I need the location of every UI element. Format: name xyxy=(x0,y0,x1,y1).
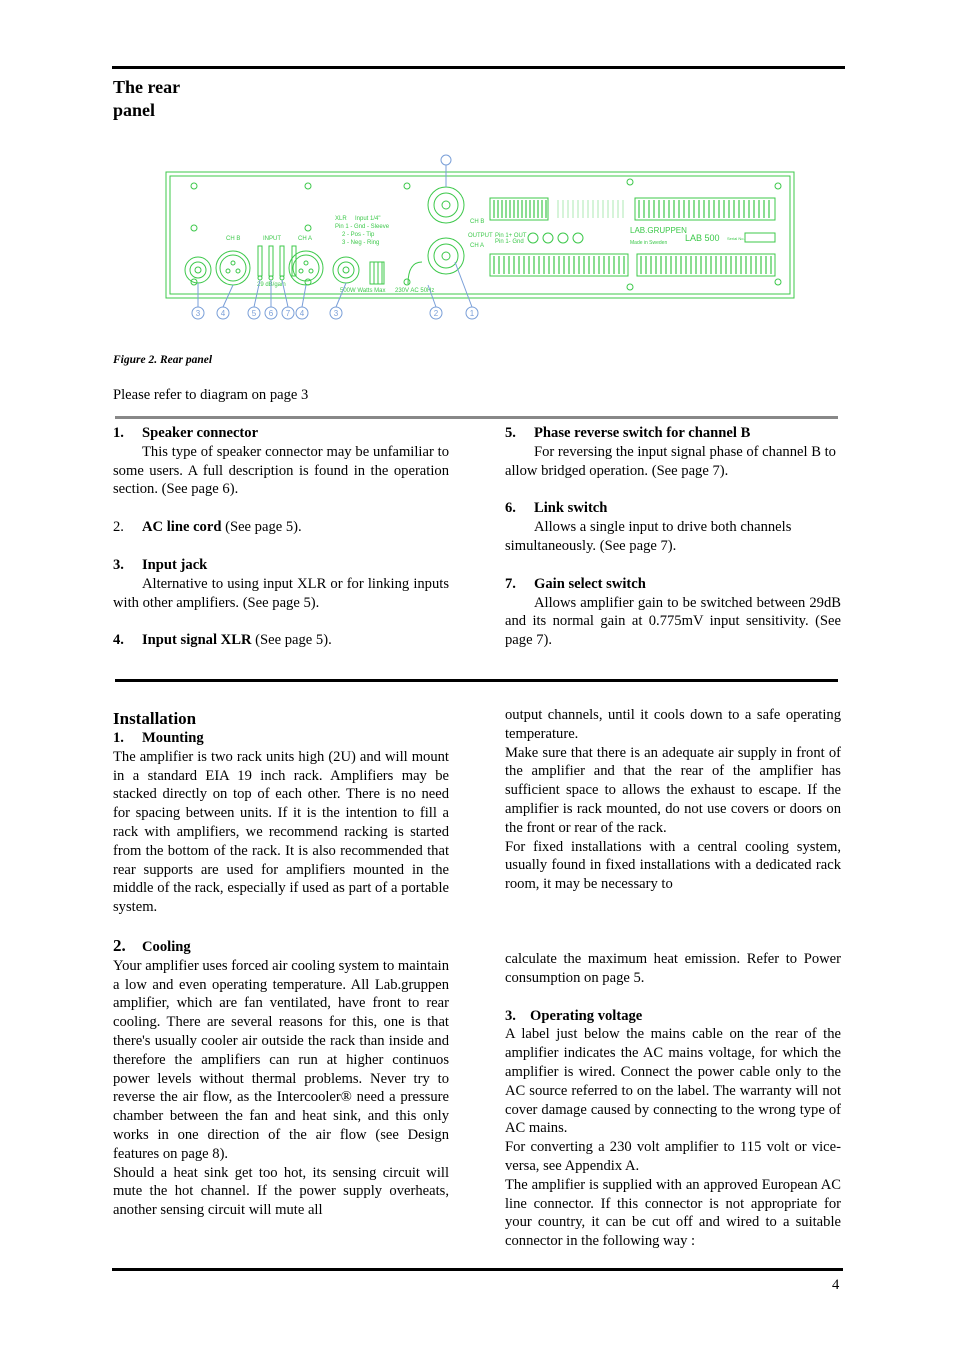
label-pin3: 3 - Neg - Ring xyxy=(342,240,380,246)
label-input: INPUT xyxy=(263,236,281,242)
item-1 xyxy=(113,424,449,499)
item-1-body: This type of speaker connector may be unfamiliar to some users. A full description is found in the operation section. (See page 6). xyxy=(113,443,449,498)
item-7-body: Allows amplifier gain to be switched between 29dB and its normal gain at 0.775mV input sensitivity. (See page 7). xyxy=(505,594,841,649)
label-gain: 29 dB/gain xyxy=(257,282,286,288)
callout-7: 7 xyxy=(285,309,291,318)
item-6 xyxy=(505,499,841,555)
item-1-num: 1. xyxy=(113,425,124,441)
item-4 xyxy=(113,631,449,650)
bottom-rule xyxy=(112,1268,843,1271)
items-right-column xyxy=(505,424,841,650)
cooling-body-1: Your amplifier uses forced air cooling system to maintain a low and even operating temperature. All Lab.gruppen amplifier, which are fan ventilated, have front to rear cooling. There are several reasons for this, one is that there's usually cooler air outside the rack than inside and therefore the amplifiers can run at higher continuos power levels without thermal problems. Never try to reverse the air flow, as the Intercooler® need a pressure chamber between the fan and heat sink, and this only works in one direction of the air flow (see Design features on page 8). xyxy=(113,957,449,1162)
input-jack-chb xyxy=(185,257,211,283)
item-5-body: For reversing the input signal phase of channel B to allow bridged operation. (See page 7). xyxy=(505,443,836,479)
callout-5: 5 xyxy=(251,309,257,318)
section-rule-1 xyxy=(115,416,838,419)
top-rule xyxy=(112,66,845,69)
callout-6: 6 xyxy=(268,309,274,318)
item-2 xyxy=(113,518,449,537)
mounting-head: Mounting xyxy=(142,730,204,746)
callout-3a: 3 xyxy=(195,309,201,318)
page-number: 4 xyxy=(832,1277,840,1293)
item-3-num: 3. xyxy=(113,556,124,573)
rear-panel-diagram xyxy=(160,150,800,325)
item-6-head: Link switch xyxy=(534,500,608,517)
cooling-head: Cooling xyxy=(142,938,191,955)
serial-box xyxy=(745,233,775,242)
item-5 xyxy=(505,424,841,480)
item-5-num: 5. xyxy=(505,425,516,441)
certification-marks xyxy=(528,233,583,243)
voltage-p3: The amplifier is supplied with an approved European AC line connector. If this connector is not appropriate for your country, it can be cut off and wired to a suitable connector in the following way : xyxy=(505,1176,841,1250)
item-3 xyxy=(113,556,449,612)
label-chb: CH B xyxy=(226,236,241,242)
rear-panel-figure xyxy=(160,150,800,325)
label-pin1: Pin 1 - Gnd - Sleeve xyxy=(335,224,390,230)
cooling-right-p3: For fixed installations with a central cooling system, usually found in fixed installations with a dedicated rack room, it may be necessary to xyxy=(505,838,841,893)
item-3-body: Alternative to using input XLR or for linking inputs with other amplifiers. (See page 5). xyxy=(113,575,449,611)
item-2-tail: (See page 5). xyxy=(221,519,302,536)
terminal-block xyxy=(370,262,422,284)
label-pins2: Pin 1- Gnd xyxy=(495,239,524,245)
cooling-right-p1: output channels, until it cools down to a safe operating temperature. xyxy=(505,707,841,742)
item-1-head: Speaker connector xyxy=(142,425,259,441)
model-text: LAB 500 xyxy=(685,233,720,243)
figure-caption: Figure 2. Rear panel xyxy=(113,354,213,366)
item-4-tail: (See page 5). xyxy=(251,632,332,649)
item-7-head: Gain select switch xyxy=(534,575,646,592)
speaker-connector-top xyxy=(428,187,464,223)
callout-4a: 4 xyxy=(220,309,226,318)
cooling-body-2: Should a heat sink get too hot, its sensing circuit will mute the hot channel. If the power supply overheats, another sensing circuit will mute all xyxy=(113,1164,449,1219)
item-2-num: 2. xyxy=(113,519,124,536)
brand-text: LAB.GRUPPEN xyxy=(630,226,687,235)
cooling-right-p4: calculate the maximum heat emission. Refer to Power consumption on page 5. xyxy=(505,951,841,986)
callout-3b: 3 xyxy=(333,309,339,318)
voltage-p2: For converting a 230 volt amplifier to 115 volt or vice-versa, see Appendix A. xyxy=(505,1139,841,1174)
section-rule-2 xyxy=(115,679,838,682)
mounting-body: The amplifier is two rack units high (2U) and will mount in a standard EIA 19 inch rack. Amplifiers may be stacked directly on top of each other. There is no need for spacing between units. If it is the intention to fill a rack with amplifiers, we recommend racking is started from the bottom of the rack. It is also recommended that rear supports are used for amplifiers mounted in the middle of the rack, especially if used as part of a portable system. xyxy=(113,748,449,916)
speaker-connector-bottom xyxy=(428,238,464,274)
cooling-num: 2. xyxy=(113,935,126,955)
label-xlr: XLR xyxy=(335,216,347,222)
label-watts: 500W Watts Max xyxy=(340,288,386,294)
voltage-head: Operating voltage xyxy=(530,1007,643,1024)
item-6-num: 6. xyxy=(505,500,516,517)
label-output: OUTPUT xyxy=(468,233,493,239)
mounting-num: 1. xyxy=(113,730,124,746)
callout-4b: 4 xyxy=(299,309,305,318)
label-pins: Pin 1+ OUT xyxy=(495,233,527,239)
cooling-right-p2: Make sure that there is an adequate air supply in front of the amplifier and that the rear of the amplifier has sufficient space to allows the exhaust to escape. If the amplifier is rack mounted, do not use covers or doors on the front or rear of the rack. xyxy=(505,744,841,836)
item-4-head: Input signal XLR xyxy=(142,632,252,649)
item-4-num: 4. xyxy=(113,632,124,649)
voltage-num: 3. xyxy=(505,1007,516,1024)
item-3-head: Input jack xyxy=(142,556,208,573)
made-in-text: Made in Sweden xyxy=(630,240,668,246)
item-5-head: Phase reverse switch for channel B xyxy=(534,425,751,441)
item-7 xyxy=(505,575,841,650)
callout-1: 1 xyxy=(469,309,475,318)
item-7-num: 7. xyxy=(505,575,516,592)
intro-text: Please refer to diagram on page 3 xyxy=(113,387,309,403)
voltage-p1: A label just below the mains cable on the rear of the amplifier indicates the AC mains voltage, for which the amplifier is wired. Connect the power cable only to the AC source referred to on the label. The warranty will not cover damage caused by connecting to the wrong type of AC mains. xyxy=(505,1026,841,1137)
installation-title: Installation xyxy=(113,709,197,728)
page-title-line2: panel xyxy=(113,100,156,120)
label-ac: 230V AC 50Hz xyxy=(395,288,435,294)
label-input-quarter: Input 1/4" xyxy=(355,216,381,222)
page-title-line1: The rear xyxy=(113,77,181,97)
item-2-head: AC line cord xyxy=(142,519,222,536)
label-cha: CH A xyxy=(298,236,313,242)
xlr-chb xyxy=(216,251,250,285)
label-chb-out: CH B xyxy=(470,219,485,225)
items-left-column xyxy=(113,424,449,650)
label-pin2: 2 - Pos - Tip xyxy=(342,232,375,238)
installation-right-column-bottom xyxy=(505,950,841,1251)
installation-left-column xyxy=(113,708,449,1220)
input-jack-cha xyxy=(333,257,359,283)
item-6-body: Allows a single input to drive both channels simultaneously. (See page 7). xyxy=(505,519,792,554)
page-title xyxy=(113,76,180,122)
callout-2: 2 xyxy=(433,309,439,318)
serial-label: Serial No. xyxy=(727,236,745,241)
label-cha-out: CH A xyxy=(470,243,485,249)
installation-right-column-top xyxy=(505,706,841,894)
